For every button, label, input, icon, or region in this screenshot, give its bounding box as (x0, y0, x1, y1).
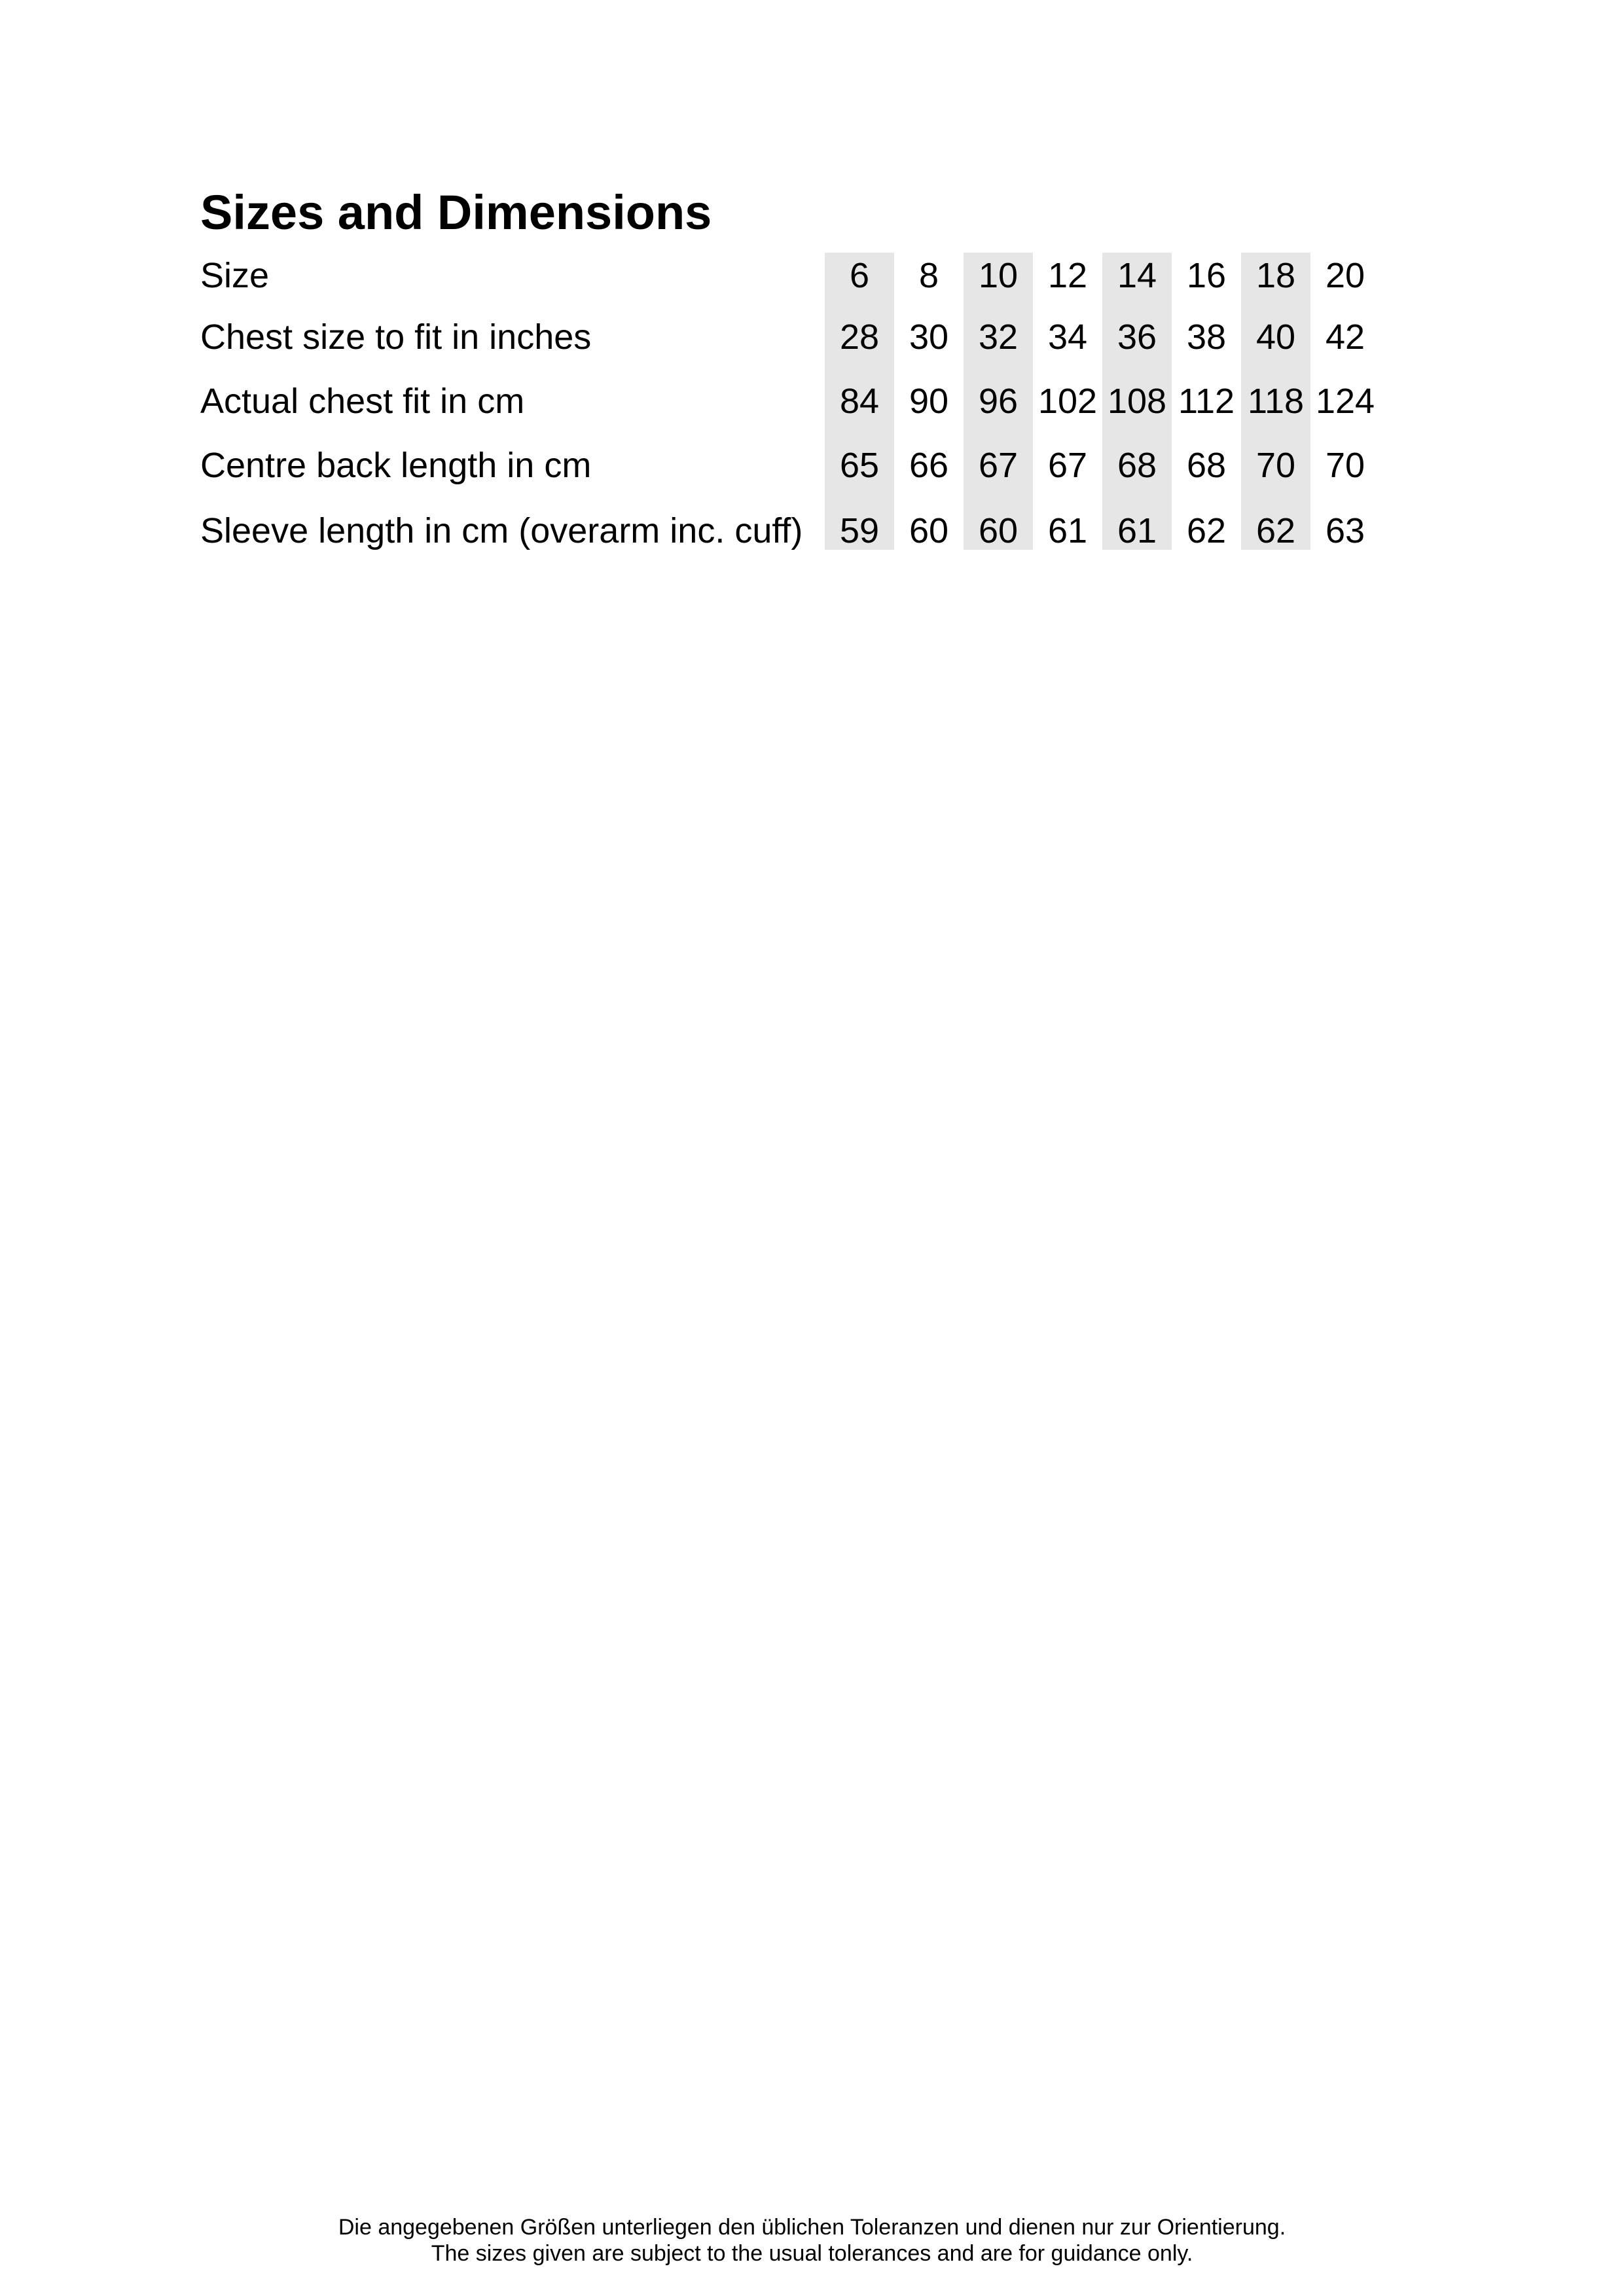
table-cell: 8 (918, 256, 939, 295)
table-cell: 18 (1255, 256, 1296, 295)
table-cell: 20 (1325, 256, 1365, 295)
table-cell: 68 (1117, 446, 1157, 485)
table-cell: 65 (839, 446, 880, 485)
table-cell: 32 (978, 317, 1019, 357)
table-cell: 40 (1255, 317, 1296, 357)
row-label-sleeve-length: Sleeve length in cm (overarm inc. cuff) (200, 511, 803, 550)
table-cell: 102 (1038, 382, 1098, 421)
table-cell: 10 (978, 256, 1019, 295)
table-cell: 12 (1047, 256, 1088, 295)
table-cell: 59 (839, 511, 880, 550)
table-cell: 67 (978, 446, 1019, 485)
row-label-actual-chest-fit: Actual chest fit in cm (200, 382, 525, 421)
table-cell: 108 (1107, 382, 1167, 421)
table-cell: 68 (1186, 446, 1227, 485)
table-cell: 67 (1047, 446, 1088, 485)
table-cell: 62 (1186, 511, 1227, 550)
table-cell: 62 (1255, 511, 1296, 550)
table-cell: 66 (909, 446, 949, 485)
table-cell: 90 (909, 382, 949, 421)
table-cell: 38 (1186, 317, 1227, 357)
table-cell: 6 (849, 256, 870, 295)
table-cell: 70 (1255, 446, 1296, 485)
table-cell: 34 (1047, 317, 1088, 357)
table-cell: 16 (1186, 256, 1227, 295)
table-cell: 84 (839, 382, 880, 421)
table-cell: 70 (1325, 446, 1365, 485)
table-cell: 61 (1117, 511, 1157, 550)
table-cell: 63 (1325, 511, 1365, 550)
table-cell: 61 (1047, 511, 1088, 550)
table-cell: 28 (839, 317, 880, 357)
table-cell: 118 (1247, 382, 1305, 421)
table-cell: 124 (1315, 382, 1375, 421)
table-cell: 42 (1325, 317, 1365, 357)
table-cell: 30 (909, 317, 949, 357)
footer-note-english: The sizes given are subject to the usual tolerances and are for guidance only. (431, 2241, 1193, 2266)
table-cell: 14 (1117, 256, 1157, 295)
table-cell: 60 (978, 511, 1019, 550)
footer-note-german: Die angegebenen Größen unterliegen den üblichen Toleranzen und dienen nur zur Orientierung. (338, 2215, 1286, 2240)
row-label-centre-back-length: Centre back length in cm (200, 446, 592, 485)
page-title: Sizes and Dimensions (200, 185, 712, 240)
row-label-chest-size: Chest size to fit in inches (200, 317, 592, 357)
row-label-size: Size (200, 256, 270, 295)
table-cell: 60 (909, 511, 949, 550)
table-cell: 36 (1117, 317, 1157, 357)
table-cell: 96 (978, 382, 1019, 421)
table-cell: 112 (1178, 382, 1235, 421)
